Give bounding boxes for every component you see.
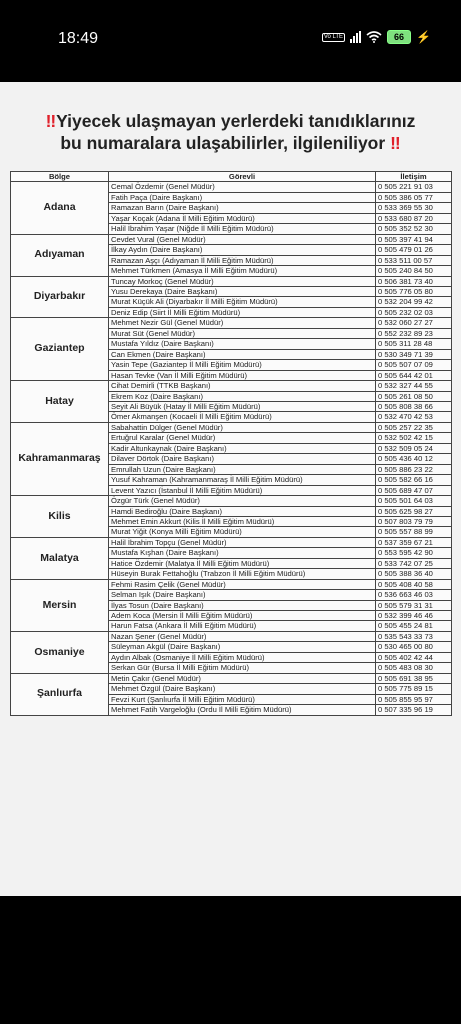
headline (10, 110, 451, 154)
double-exclamation-icon: ‼ (390, 133, 401, 153)
headline-line2: bu numaralara ulaşabilirler, ilgileniliyor (60, 133, 386, 153)
region-cell: Gaziantep (11, 318, 109, 381)
official-cell: Sabahattin Dülger (Genel Müdür) (109, 422, 376, 432)
official-cell: Dilaver Dörtok (Daire Başkanı) (109, 454, 376, 464)
status-bar (0, 0, 461, 80)
phone-cell: 0 532 470 42 53 (376, 412, 452, 422)
phone-cell: 0 533 742 07 25 (376, 558, 452, 568)
phone-cell: 0 533 680 87 20 (376, 213, 452, 223)
official-cell: Kadir Altunkaynak (Daire Başkanı) (109, 443, 376, 453)
phone-cell: 0 505 479 01 26 (376, 245, 452, 255)
official-cell: Cemal Özdemir (Genel Müdür) (109, 182, 376, 192)
phone-cell: 0 505 221 91 03 (376, 182, 452, 192)
phone-cell: 0 532 204 99 42 (376, 297, 452, 307)
phone-cell: 0 505 261 08 50 (376, 391, 452, 401)
phone-cell: 0 507 335 96 19 (376, 705, 452, 715)
table-row (11, 182, 452, 192)
bottom-area (0, 896, 461, 1024)
official-cell: Yasin Tepe (Gaziantep İl Milli Eğitim Müdürü) (109, 360, 376, 370)
wifi-icon (366, 31, 382, 43)
status-icons (322, 30, 431, 44)
table-row (11, 631, 452, 641)
phone-cell: 0 505 455 24 81 (376, 621, 452, 631)
official-cell: Mehmet Fatih Vargeloğlu (Ordu İl Milli Eğitim Müdürü) (109, 705, 376, 715)
official-cell: Yaşar Koçak (Adana İl Milli Eğitim Müdürü) (109, 213, 376, 223)
table-row (11, 276, 452, 286)
official-cell: Hüseyin Burak Fettahoğlu (Trabzon İl Milli Eğitim Müdürü) (109, 569, 376, 579)
phone-cell: 0 505 257 22 35 (376, 422, 452, 432)
phone-cell: 0 532 509 05 24 (376, 443, 452, 453)
phone-cell: 0 505 232 02 03 (376, 307, 452, 317)
official-cell: Metin Çakır (Genel Müdür) (109, 673, 376, 683)
phone-cell: 0 505 775 89 15 (376, 684, 452, 694)
headline-line1: Yiyecek ulaşmayan yerlerdeki tanıdıklarınız (56, 111, 416, 131)
phone-cell: 0 505 240 84 50 (376, 266, 452, 276)
official-cell: Serkan Gür (Bursa İl Milli Eğitim Müdürü) (109, 663, 376, 673)
official-cell: Hamdi Bediroğlu (Daire Başkanı) (109, 506, 376, 516)
official-cell: Murat Süt (Genel Müdür) (109, 328, 376, 338)
official-cell: Mehmet Emin Akkurt (Kilis İl Milli Eğitim Müdürü) (109, 516, 376, 526)
phone-cell: 0 505 483 08 30 (376, 663, 452, 673)
region-cell: Hatay (11, 381, 109, 423)
table-row (11, 234, 452, 244)
official-cell: Yusu Derekaya (Daire Başkanı) (109, 286, 376, 296)
phone-cell: 0 505 625 98 27 (376, 506, 452, 516)
phone-cell: 0 532 502 42 15 (376, 433, 452, 443)
official-cell: Can Ekmen (Daire Başkanı) (109, 349, 376, 359)
official-cell: Özgür Türk (Genel Müdür) (109, 496, 376, 506)
signal-icon (350, 31, 361, 43)
phone-cell: 0 535 543 33 73 (376, 631, 452, 641)
phone-cell: 0 532 399 46 46 (376, 611, 452, 621)
official-cell: Halil İbrahim Yaşar (Niğde İl Milli Eğitim Müdürü) (109, 224, 376, 234)
phone-cell: 0 506 381 73 40 (376, 276, 452, 286)
official-cell: Nazan Şener (Genel Müdür) (109, 631, 376, 641)
official-cell: Ekrem Koz (Daire Başkanı) (109, 391, 376, 401)
contact-table (10, 171, 452, 716)
official-cell: Murat Yiğit (Konya Milli Eğitim Müdürü) (109, 527, 376, 537)
table-body (11, 182, 452, 715)
phone-cell: 0 533 369 55 30 (376, 203, 452, 213)
phone-cell: 0 537 359 67 21 (376, 537, 452, 547)
battery-icon: 66 (387, 30, 411, 44)
official-cell: Selman Işık (Daire Başkanı) (109, 590, 376, 600)
table-row (11, 537, 452, 547)
official-cell: Emrullah Uzun (Daire Başkanı) (109, 464, 376, 474)
phone-cell: 0 530 465 00 80 (376, 642, 452, 652)
phone-cell: 0 505 388 36 40 (376, 569, 452, 579)
phone-cell: 0 530 349 71 39 (376, 349, 452, 359)
charging-icon: ⚡ (416, 30, 431, 44)
official-cell: Ramazan Aşçı (Adıyaman İl Milli Eğitim Müdürü) (109, 255, 376, 265)
official-cell: Fevzi Kurt (Şanlıurfa İl Milli Eğitim Müdürü) (109, 694, 376, 704)
header-contact: İletişim (376, 172, 452, 182)
header-region: Bölge (11, 172, 109, 182)
table-header-row (11, 172, 452, 182)
official-cell: Mehmet Nezir Gül (Genel Müdür) (109, 318, 376, 328)
volte-icon: Vo LTE (323, 33, 344, 40)
phone-cell: 0 505 501 64 03 (376, 496, 452, 506)
official-cell: Süleyman Akgül (Daire Başkanı) (109, 642, 376, 652)
official-cell: İlkay Aydın (Daire Başkanı) (109, 245, 376, 255)
table-row (11, 579, 452, 589)
phone-cell: 0 505 436 40 12 (376, 454, 452, 464)
phone-cell: 0 505 311 28 48 (376, 339, 452, 349)
official-cell: Hasan Tevke (Van İl Milli Eğitim Müdürü) (109, 370, 376, 380)
phone-cell: 0 505 582 66 16 (376, 475, 452, 485)
region-cell: Mersin (11, 579, 109, 631)
phone-cell: 0 505 386 05 77 (376, 192, 452, 202)
phone-cell: 0 536 663 46 03 (376, 590, 452, 600)
official-cell: Mehmet Türkmen (Amasya İl Milli Eğitim Müdürü) (109, 266, 376, 276)
phone-cell: 0 552 232 89 23 (376, 328, 452, 338)
official-cell: Adem Koca (Mersin İl Milli Eğitim Müdürü) (109, 611, 376, 621)
phone-cell: 0 505 691 38 95 (376, 673, 452, 683)
region-cell: Diyarbakır (11, 276, 109, 318)
phone-cell: 0 505 689 47 07 (376, 485, 452, 495)
phone-cell: 0 505 352 52 30 (376, 224, 452, 234)
official-cell: Tuncay Morkoç (Genel Müdür) (109, 276, 376, 286)
phone-cell: 0 505 579 31 31 (376, 600, 452, 610)
phone-cell: 0 505 886 23 22 (376, 464, 452, 474)
official-cell: Aydın Albak (Osmaniye İl Milli Eğitim Müdürü) (109, 652, 376, 662)
official-cell: Halil İbrahim Topçu (Genel Müdür) (109, 537, 376, 547)
region-cell: Kilis (11, 496, 109, 538)
phone-cell: 0 505 408 40 58 (376, 579, 452, 589)
official-cell: Mustafa Kışhan (Daire Başkanı) (109, 548, 376, 558)
phone-cell: 0 505 776 05 80 (376, 286, 452, 296)
phone-cell: 0 505 855 95 97 (376, 694, 452, 704)
table-row (11, 318, 452, 328)
region-cell: Adana (11, 182, 109, 234)
phone-cell: 0 507 803 79 79 (376, 516, 452, 526)
table-row (11, 422, 452, 432)
table-row (11, 381, 452, 391)
phone-cell: 0 505 507 07 09 (376, 360, 452, 370)
status-time: 18:49 (58, 30, 99, 47)
official-cell: Deniz Edip (Siirt İl Milli Eğitim Müdürü) (109, 307, 376, 317)
phone-cell: 0 505 402 42 44 (376, 652, 452, 662)
double-exclamation-icon: ‼ (45, 111, 57, 131)
official-cell: Fatih Paça (Daire Başkanı) (109, 192, 376, 202)
official-cell: Ertuğrul Karalar (Genel Müdür) (109, 433, 376, 443)
region-cell: Kahramanmaraş (11, 422, 109, 495)
official-cell: Ramazan Barın (Daire Başkanı) (109, 203, 376, 213)
official-cell: Cihat Demirli (TTKB Başkanı) (109, 381, 376, 391)
official-cell: Fehmi Rasim Çelik (Genel Müdür) (109, 579, 376, 589)
official-cell: Murat Küçük Ali (Diyarbakır İl Milli Eğitim Müdürü) (109, 297, 376, 307)
official-cell: Cevdet Vural (Genel Müdür) (109, 234, 376, 244)
official-cell: Yusuf Kahraman (Kahramanmaraş İl Milli Eğitim Müdürü) (109, 475, 376, 485)
region-cell: Malatya (11, 537, 109, 579)
official-cell: Mustafa Yıldız (Daire Başkanı) (109, 339, 376, 349)
region-cell: Osmaniye (11, 631, 109, 673)
region-cell: Şanlıurfa (11, 673, 109, 715)
phone-cell: 0 505 644 42 01 (376, 370, 452, 380)
phone-cell: 0 532 327 44 55 (376, 381, 452, 391)
phone-cell: 0 505 808 38 66 (376, 401, 452, 411)
official-cell: Harun Fatsa (Ankara İl Milli Eğitim Müdürü) (109, 621, 376, 631)
phone-cell: 0 505 397 41 94 (376, 234, 452, 244)
header-official: Görevli (109, 172, 376, 182)
phone-cell: 0 532 060 27 27 (376, 318, 452, 328)
phone-cell: 0 505 557 88 99 (376, 527, 452, 537)
official-cell: Ömer Akmanşen (Kocaeli İl Milli Eğitim Müdürü) (109, 412, 376, 422)
document-image (0, 82, 461, 896)
region-cell: Adıyaman (11, 234, 109, 276)
table-row (11, 673, 452, 683)
official-cell: Seyit Ali Büyük (Hatay İl Milli Eğitim Müdürü) (109, 401, 376, 411)
phone-cell: 0 553 595 42 90 (376, 548, 452, 558)
official-cell: İlyas Tosun (Daire Başkanı) (109, 600, 376, 610)
official-cell: Mehmet Özgül (Daire Başkanı) (109, 684, 376, 694)
official-cell: Levent Yazıcı (İstanbul İl Milli Eğitim Müdürü) (109, 485, 376, 495)
table-row (11, 496, 452, 506)
phone-cell: 0 533 511 00 57 (376, 255, 452, 265)
official-cell: Hatice Özdemir (Malatya İl Milli Eğitim Müdürü) (109, 558, 376, 568)
